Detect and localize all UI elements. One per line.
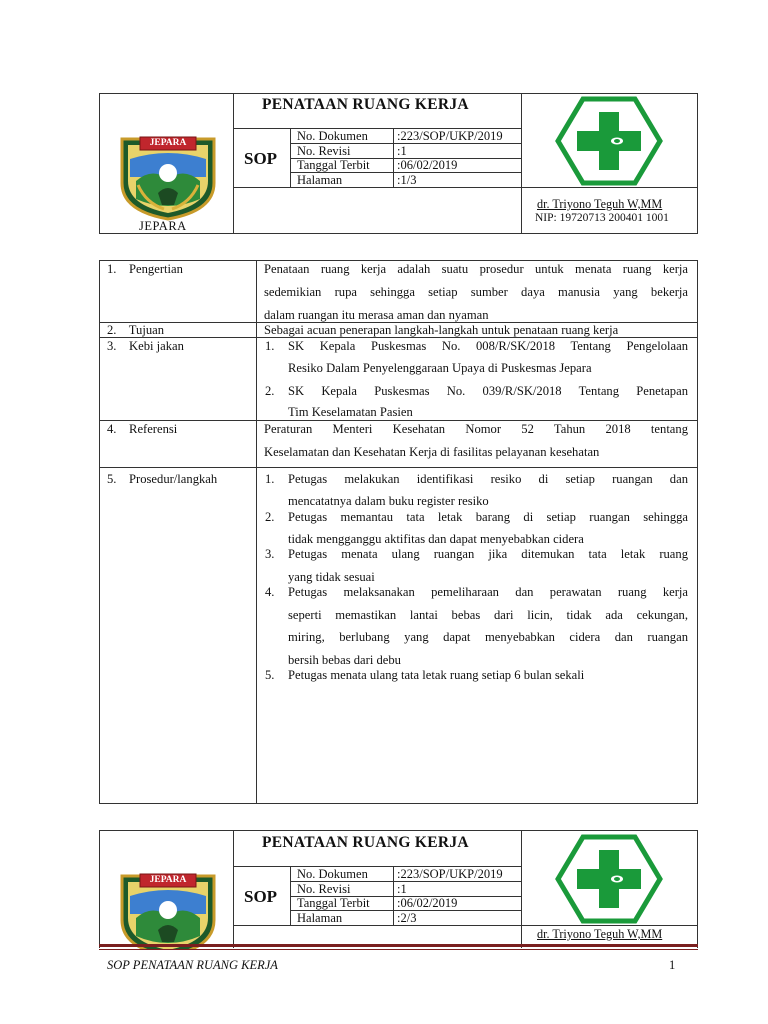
- field-label-revisi: No. Revisi: [297, 144, 351, 158]
- prosedur-num-1: 1.: [265, 472, 275, 486]
- pengertian-line-2: sedemikian rupa sehingga setiap sumber daya manusia yang bekerja: [264, 285, 688, 299]
- referensi-line-1: Peraturan Menteri Kesehatan Nomor 52 Tahun 2018 tentang: [264, 422, 688, 436]
- pengertian-line-3: dalam ruangan itu merasa aman dan nyaman: [264, 308, 489, 322]
- prosedur-4-line-1: Petugas melaksanakan pemeliharaan dan perawatan ruang kerja: [288, 585, 688, 599]
- field2-value-halaman: :2/3: [397, 911, 417, 925]
- referensi-line-2: Keselamatan dan Kesehatan Kerja di fasilitas pelayanan kesehatan: [264, 445, 600, 459]
- prosedur-5-line-1: Petugas menata ulang tata letak ruang setiap 6 bulan sekali: [288, 668, 585, 682]
- field2-label-revisi: No. Revisi: [297, 882, 351, 896]
- document-title-page2: PENATAAN RUANG KERJA: [262, 834, 469, 851]
- prosedur-4-line-3: miring, berlubang yang dapat menyebabkan cidera dan ruangan: [288, 630, 688, 644]
- sop-label-page2: SOP: [244, 887, 278, 906]
- label-prosedur: 5. Prosedur/langkah: [107, 472, 218, 486]
- field-value-revisi: :1: [397, 144, 407, 158]
- signer-name: dr. Triyono Teguh W,MM: [537, 197, 663, 211]
- label-referensi: 4. Referensi: [107, 422, 178, 436]
- kebijakan-2-line-1: SK Kepala Puskesmas No. 039/R/SK/2018 Tentang Penetapan: [288, 384, 688, 398]
- field2-label-halaman: Halaman: [297, 911, 343, 925]
- document-title: PENATAAN RUANG KERJA: [262, 96, 469, 113]
- label-pengertian: 1. Pengertian: [107, 262, 183, 276]
- field2-value-tanggal: :06/02/2019: [397, 896, 458, 910]
- field-label-tanggal: Tanggal Terbit: [297, 158, 370, 172]
- prosedur-num-5: 5.: [265, 668, 275, 682]
- page-number: 1: [669, 958, 676, 972]
- prosedur-1-line-1: Petugas melakukan identifikasi resiko di setiap ruangan dan: [288, 472, 688, 486]
- signer-nip: NIP: 19720713 200401 1001: [535, 212, 669, 224]
- prosedur-3-line-1: Petugas menata ulang ruangan jika ditemukan tata letak ruang: [288, 547, 688, 561]
- field2-label-dokumen: No. Dokumen: [297, 867, 368, 881]
- label-tujuan: 2. Tujuan: [107, 323, 165, 337]
- field-label-halaman: Halaman: [297, 173, 343, 187]
- tujuan-text: Sebagai acuan penerapan langkah-langkah untuk penataan ruang kerja: [264, 323, 619, 337]
- sop-label: SOP: [244, 149, 278, 168]
- logo-banner: JEPARA: [149, 138, 187, 148]
- kebijakan-1-line-2: Resiko Dalam Penyelenggaraan Upaya di Puskesmas Jepara: [288, 361, 592, 375]
- label-kebijakan: 3. Kebi jakan: [107, 339, 184, 353]
- prosedur-3-line-2: yang tidak sesuai: [288, 570, 375, 584]
- field2-value-revisi: :1: [397, 882, 407, 896]
- kebijakan-1-line-1: SK Kepala Puskesmas No. 008/R/SK/2018 Tentang Pengelolaan: [288, 339, 688, 353]
- footer-rule: [99, 944, 698, 947]
- pengertian-line-1: Penataan ruang kerja adalah suatu prosedur untuk menata ruang kerja: [264, 262, 688, 276]
- prosedur-2-line-2: tidak mengganggu aktifitas dan dapat menyebabkan cidera: [288, 532, 584, 546]
- footer-title: SOP PENATAAN RUANG KERJA: [107, 958, 278, 972]
- footer-rule-thin: [99, 949, 698, 950]
- signer-name-page2: dr. Triyono Teguh W,MM: [537, 927, 663, 941]
- logo-caption: JEPARA: [139, 219, 187, 233]
- field2-label-tanggal: Tanggal Terbit: [297, 896, 370, 910]
- field-label-dokumen: No. Dokumen: [297, 129, 368, 143]
- puskesmas-logo: [555, 96, 663, 186]
- prosedur-1-line-2: mencatatnya dalam buku register resiko: [288, 494, 489, 508]
- prosedur-num-4: 4.: [265, 585, 275, 599]
- field-value-dokumen: :223/SOP/UKP/2019: [397, 129, 503, 143]
- prosedur-num-3: 3.: [265, 547, 275, 561]
- field-value-halaman: :1/3: [397, 173, 417, 187]
- prosedur-num-2: 2.: [265, 510, 275, 524]
- kebijakan-num-2: 2.: [265, 384, 275, 398]
- kebijakan-num-1: 1.: [265, 339, 275, 353]
- field2-value-dokumen: :223/SOP/UKP/2019: [397, 867, 503, 881]
- prosedur-4-line-4: bersih bebas dari debu: [288, 653, 401, 667]
- prosedur-2-line-1: Petugas memantau tata letak barang di setiap ruangan sehingga: [288, 510, 688, 524]
- logo-banner-page2: JEPARA: [149, 875, 187, 885]
- puskesmas-logo-page2: [555, 834, 663, 924]
- prosedur-4-line-2: seperti memastikan lantai bebas dari licin, tidak ada cekungan,: [288, 608, 688, 622]
- kebijakan-2-line-2: Tim Keselamatan Pasien: [288, 405, 413, 419]
- field-value-tanggal: :06/02/2019: [397, 158, 458, 172]
